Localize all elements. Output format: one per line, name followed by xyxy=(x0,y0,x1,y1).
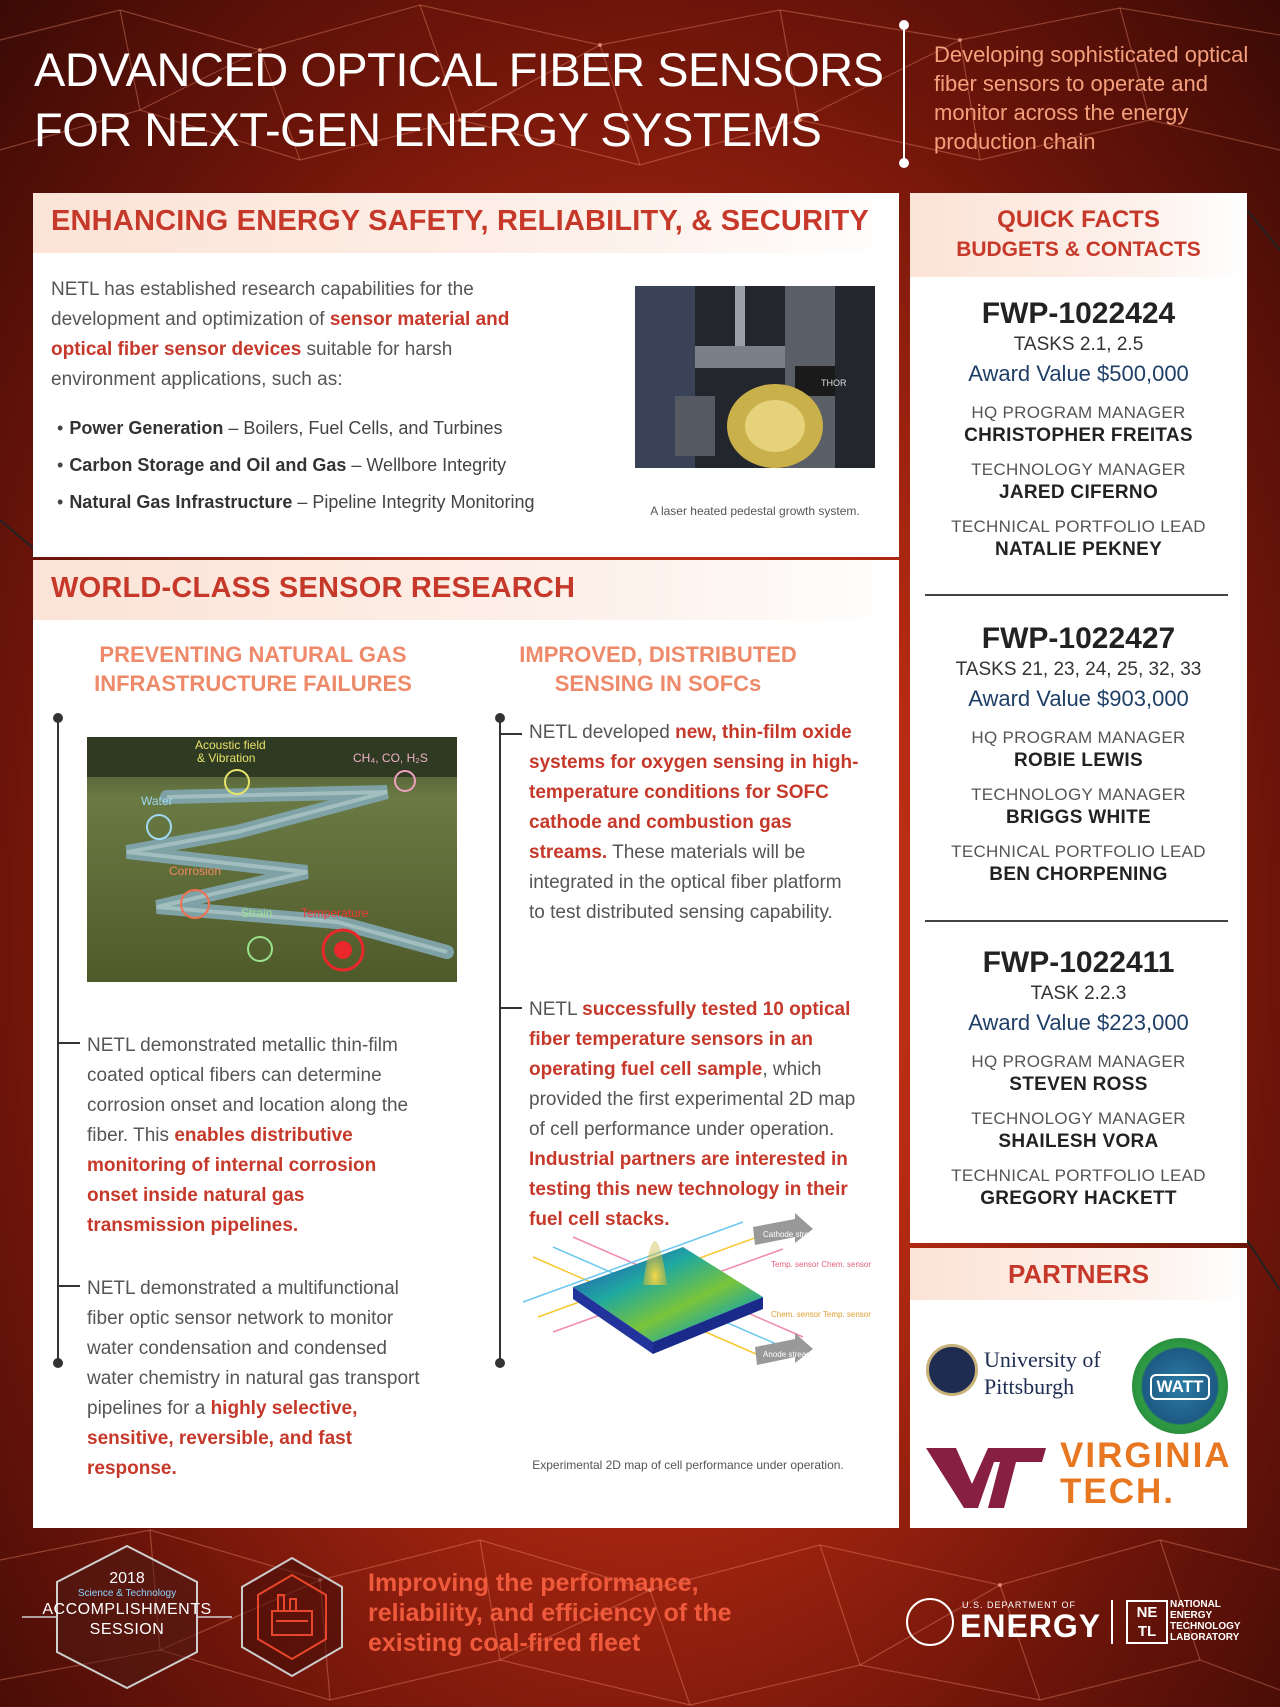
photo-label-water: Water xyxy=(141,794,173,808)
anode-label: Anode stream xyxy=(763,1350,813,1359)
oxide-paragraph xyxy=(529,718,859,928)
para-highlight: new, thin-film oxide systems for oxygen sensing in high-temperature conditions for SOFC cathode and combustion gas streams. xyxy=(529,722,859,863)
photo-label-temperature: Temperature xyxy=(301,906,369,920)
doe-big-text: ENERGY xyxy=(960,1608,1102,1644)
sofc-subhead xyxy=(488,640,828,698)
badge-year: 2018 xyxy=(109,1570,145,1587)
watt-text: WATT xyxy=(1150,1374,1210,1400)
poster-subtitle: Developing sophisticated optical fiber sensors to operate and monitor across the energy production chain xyxy=(934,42,1249,154)
application-list xyxy=(57,418,535,529)
role-label: HQ PROGRAM MANAGER xyxy=(971,403,1186,422)
doe-small-text: U.S. DEPARTMENT OF xyxy=(962,1600,1077,1610)
fwp-id: FWP-1022411 xyxy=(982,946,1175,979)
list-item xyxy=(57,455,535,492)
contact-name: STEVEN ROSS xyxy=(1009,1074,1148,1095)
left-timeline xyxy=(57,718,59,1363)
poster-title xyxy=(34,40,894,160)
logo-divider xyxy=(1111,1600,1113,1644)
cathode-label: Cathode stream xyxy=(763,1230,820,1239)
contact-name: BRIGGS WHITE xyxy=(1005,807,1152,828)
bullet-text: – Wellbore Integrity xyxy=(346,455,507,475)
para-highlight: enables distributive monitoring of internal corrosion onset inside natural gas transmission pipelines. xyxy=(87,1125,377,1236)
enhancing-heading: ENHANCING ENERGY SAFETY, RELIABILITY, & SECURITY xyxy=(33,193,899,253)
photo-label-corrosion: Corrosion xyxy=(169,864,222,878)
bottom-sensor-label: Chem. sensor Temp. sensor xyxy=(771,1310,871,1319)
photo-label-vibration: & Vibration xyxy=(197,751,256,765)
fwp-divider xyxy=(925,920,1228,922)
subhead-line: SENSING IN SOFCs xyxy=(554,671,762,696)
fwp-block xyxy=(910,296,1247,573)
netl-line: ENERGY xyxy=(1170,1610,1213,1621)
vt-line2: TECH. xyxy=(1060,1472,1175,1511)
vt-logo-text xyxy=(1060,1438,1232,1510)
title-line-1: ADVANCED OPTICAL FIBER SENSORS xyxy=(34,43,884,96)
fwp-tasks: TASKS 2.1, 2.5 xyxy=(1013,334,1144,355)
role-label: TECHNICAL PORTFOLIO LEAD xyxy=(951,517,1206,536)
netl-line: TECHNOLOGY xyxy=(1170,1621,1241,1632)
subhead-line: INFRASTRUCTURE FAILURES xyxy=(94,671,412,696)
subhead-line: IMPROVED, DISTRIBUTED xyxy=(519,642,797,667)
timeline-tick xyxy=(58,1285,80,1287)
role-label: HQ PROGRAM MANAGER xyxy=(971,728,1186,747)
role-label: TECHNOLOGY MANAGER xyxy=(971,460,1186,479)
top-sensor-label: Temp. sensor Chem. sensor xyxy=(771,1260,872,1269)
power-plant-icon xyxy=(238,1555,346,1679)
title-line-2: FOR NEXT-GEN ENERGY SYSTEMS xyxy=(34,103,822,156)
footer-tagline: Improving the performance, reliability, and efficiency of the existing coal-fired fleet xyxy=(368,1569,732,1657)
role-label: TECHNICAL PORTFOLIO LEAD xyxy=(951,842,1206,861)
water-paragraph xyxy=(87,1274,432,1484)
sofc-2d-map-diagram xyxy=(523,1207,872,1387)
world-class-panel xyxy=(33,560,899,1528)
intro-text: NETL has established research capabilities for the development and optimization of xyxy=(51,279,474,330)
netl-line: NATIONAL xyxy=(1170,1599,1221,1610)
contact-name: JARED CIFERNO xyxy=(998,482,1159,503)
bullet-bold: Natural Gas Infrastructure xyxy=(69,492,293,512)
fwp-award: Award Value $903,000 xyxy=(968,686,1189,711)
quick-facts-panel xyxy=(910,193,1247,1243)
role-label: TECHNOLOGY MANAGER xyxy=(971,785,1186,804)
para-text: NETL demonstrated metallic thin-film coated optical fibers can determine corrosion onset and location along the fiber. This xyxy=(87,1035,409,1146)
list-item xyxy=(57,492,535,529)
enhancing-panel xyxy=(33,193,899,557)
timeline-tick xyxy=(500,1007,522,1009)
lab-photo xyxy=(635,286,875,468)
para-highlight: highly selective, sensitive, reversible, and fast response. xyxy=(87,1398,358,1479)
doe-seal-icon xyxy=(906,1598,954,1646)
timeline-tick xyxy=(58,1042,80,1044)
badge-line1: ACCOMPLISHMENTS xyxy=(42,1601,212,1618)
fwp-block xyxy=(910,621,1247,898)
contact-name: NATALIE PEKNEY xyxy=(994,539,1163,560)
para-text: NETL developed xyxy=(529,722,676,743)
para-highlight: successfully tested 10 optical fiber temperature sensors in an operating fuel cell sample xyxy=(529,999,851,1080)
fwp-divider xyxy=(925,594,1228,596)
netl-logo-text xyxy=(1170,1599,1241,1643)
fwp-block xyxy=(910,945,1247,1222)
para-highlight: Industrial partners are interested in testing this new technology in their fuel cell stacks. xyxy=(529,1149,848,1230)
pitt-line1: University of xyxy=(984,1347,1101,1372)
para-text: NETL xyxy=(529,999,583,1020)
intro-highlight: sensor material and optical fiber sensor devices xyxy=(51,309,510,360)
partners-panel xyxy=(910,1248,1247,1528)
contact-name: ROBIE LEWIS xyxy=(1014,750,1143,771)
role-label: HQ PROGRAM MANAGER xyxy=(971,1052,1186,1071)
right-timeline xyxy=(499,718,501,1363)
vt-line1: VIRGINIA xyxy=(1060,1436,1232,1475)
photo-label-acoustic: Acoustic field xyxy=(195,738,266,752)
fwp-id: FWP-1022424 xyxy=(981,297,1176,330)
contact-name: GREGORY HACKETT xyxy=(980,1188,1177,1209)
fwp-id: FWP-1022427 xyxy=(981,622,1176,655)
para-text-mid: , which provided the first experimental 2D map of cell performance under operation. xyxy=(529,1059,856,1140)
subhead-line: PREVENTING NATURAL GAS xyxy=(99,642,407,667)
vt-mark-icon xyxy=(926,1444,1046,1512)
bullet-text: – Pipeline Integrity Monitoring xyxy=(292,492,535,512)
intro-text-end: suitable for harsh environment applications, such as: xyxy=(51,339,453,390)
badge-subtitle: Science & Technology xyxy=(77,1588,177,1599)
sofc-caption: Experimental 2D map of cell performance under operation. xyxy=(532,1458,844,1472)
photo-label-gases: CH₄, CO, H₂S xyxy=(353,751,428,765)
netl-line: LABORATORY xyxy=(1170,1632,1240,1643)
timeline-tick xyxy=(500,733,522,735)
world-heading: WORLD-CLASS SENSOR RESEARCH xyxy=(33,560,899,620)
contact-name: BEN CHORPENING xyxy=(989,864,1168,885)
fwp-award: Award Value $500,000 xyxy=(968,361,1189,386)
pitt-line2: Pittsburgh xyxy=(984,1374,1075,1399)
role-label: TECHNICAL PORTFOLIO LEAD xyxy=(951,1166,1206,1185)
netl-mark-line2: TL xyxy=(1137,1623,1157,1640)
netl-mark-icon xyxy=(1126,1600,1168,1644)
fwp-award: Award Value $223,000 xyxy=(968,1010,1189,1035)
enhancing-intro xyxy=(51,275,531,395)
photo-label: THOR xyxy=(821,378,847,388)
contact-name: CHRISTOPHER FREITAS xyxy=(964,425,1193,446)
partners-heading: PARTNERS xyxy=(910,1248,1247,1300)
facts-heading-line1: QUICK FACTS xyxy=(997,206,1160,233)
fuel-cell-paragraph xyxy=(529,995,869,1235)
badge-line2: SESSION xyxy=(89,1621,165,1638)
pitt-logo xyxy=(984,1346,1101,1400)
role-label: TECHNOLOGY MANAGER xyxy=(971,1109,1186,1128)
quick-facts-heading xyxy=(910,193,1247,277)
bullet-text: – Boilers, Fuel Cells, and Turbines xyxy=(223,418,503,438)
photo-label-strain: Strain xyxy=(241,906,273,920)
contact-name: SHAILESH VORA xyxy=(998,1131,1159,1152)
accomplishments-badge xyxy=(22,1570,232,1640)
netl-mark-line1: NE xyxy=(1136,1604,1158,1621)
facts-heading-line2: BUDGETS & CONTACTS xyxy=(956,238,1201,261)
bullet-bold: Carbon Storage and Oil and Gas xyxy=(69,455,347,475)
para-text: NETL demonstrated a multifunctional fiber optic sensor network to monitor water condensation and condensed water chemistry in natural gas transport pipelines for a xyxy=(87,1278,420,1419)
bullet-bold: Power Generation xyxy=(69,418,224,438)
list-item xyxy=(57,418,535,455)
watt-logo xyxy=(1132,1338,1228,1434)
header-divider xyxy=(903,24,905,164)
corrosion-paragraph xyxy=(87,1031,427,1241)
pipeline-sensor-photo xyxy=(87,737,457,982)
pipeline-subhead xyxy=(73,640,433,698)
para-text-end: These materials will be integrated in the optical fiber platform to test distributed sensing capability. xyxy=(529,842,842,923)
pitt-seal-icon xyxy=(926,1344,978,1396)
fwp-tasks: TASKS 21, 23, 24, 25, 32, 33 xyxy=(955,659,1202,680)
fwp-tasks: TASK 2.2.3 xyxy=(1030,983,1127,1004)
lab-photo-caption: A laser heated pedestal growth system. xyxy=(650,504,860,518)
